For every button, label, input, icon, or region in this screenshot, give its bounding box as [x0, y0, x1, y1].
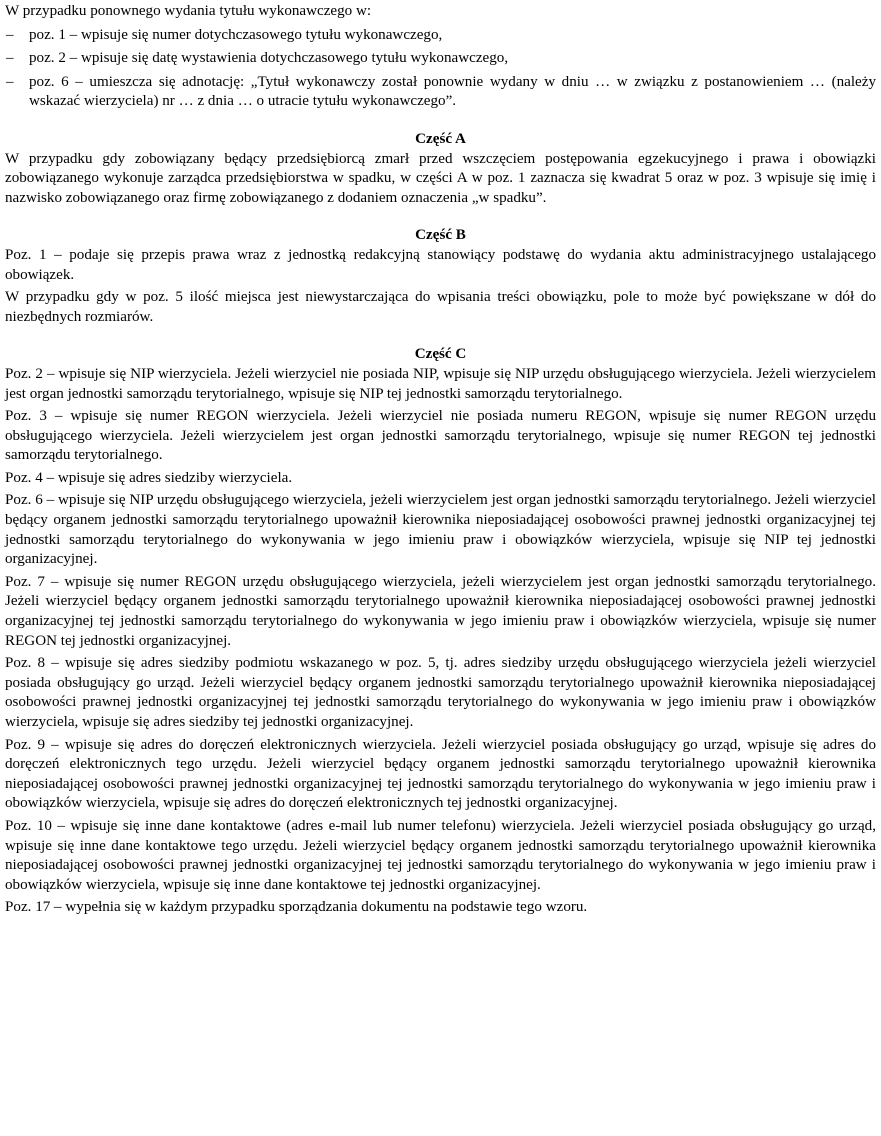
paragraph: Poz. 2 – wpisuje się NIP wierzyciela. Jeżeli wierzyciel nie posiada NIP, wpisuje się NIP urzędu obsługującego wierzyciela. Jeżeli wierzycielem jest organ jednostki samorządu terytorialnego, wpisuje się NIP tej jednostki samorządu terytorialnego.: [5, 365, 876, 402]
section-part-a: [5, 130, 876, 208]
paragraph: Poz. 6 – wpisuje się NIP urzędu obsługującego wierzyciela, jeżeli wierzycielem jest organ jednostki samorządu terytorialnego. Jeżeli wierzyciel będący organem jednostki samorządu terytorialnego upoważnił kierownika nieposiadającej osobowości prawnej jednostki organizacyjnej tej jednostki samorządu terytorialnego do wykonywania w jego imieniu praw i obowiązków wierzyciela, wpisuje się NIP tej jednostki organizacyjnej.: [5, 492, 876, 568]
paragraph: Poz. 17 – wypełnia się w każdym przypadku sporządzania dokumentu na podstawie tego wzoru.: [5, 899, 588, 916]
paragraph: Poz. 9 – wpisuje się adres do doręczeń elektronicznych wierzyciela. Jeżeli wierzyciel posiada obsługujący go urząd, wpisuje się adres do doręczeń elektronicznych tego urzędu. Jeżeli wierzyciel będący organem jednostki samorządu terytorialnego upoważnił kierownika nieposiadającej osobowości prawnej jednostki organizacyjnej tej jednostki samorządu terytorialnego do wykonywania w jego imieniu praw i obowiązków wierzyciela, wpisuje się adres do doręczeń elektronicznych tej jednostki organizacyjnej.: [5, 736, 876, 812]
paragraph: Poz. 8 – wpisuje się adres siedziby podmiotu wskazanego w poz. 5, tj. adres siedziby urzędu obsługującego wierzyciela jeżeli wierzyciel posiada obsługujący go urząd. Jeżeli wierzyciel będący organem jednostki samorządu terytorialnego upoważnił kierownika nieposiadającej osobowości prawnej jednostki organizacyjnej tej jednostki samorządu terytorialnego do wykonywania w jego imieniu praw i obowiązków wierzyciela, wpisuje się adres siedziby tej jednostki organizacyjnej.: [5, 655, 876, 730]
paragraph: W przypadku gdy w poz. 5 ilość miejsca jest niewystarczająca do wpisania treści obowiązku, pole to może być powiększane w dół do niezbędnych rozmiarów.: [5, 289, 876, 325]
section-title: Część A: [415, 130, 466, 147]
section-title: Część B: [415, 227, 466, 244]
section-part-c: [5, 345, 876, 918]
paragraph: Poz. 3 – wpisuje się numer REGON wierzyciela. Jeżeli wierzyciel nie posiada numeru REGON, wpisuje się numer REGON urzędu obsługującego wierzyciela. Jeżeli wierzycielem jest organ jednostki samorządu terytorialnego, wpisuje się numer REGON tej jednostki samorządu terytorialnego.: [5, 408, 876, 464]
intro-list-item: – poz. 6 – umieszcza się adnotację: „Tytuł wykonawczy został ponownie wydany w dniu … w związku z postanowieniem … (należy wskazać wierzyciela) nr … z dnia … o utracie tytułu wykonawczego”.: [5, 73, 876, 112]
intro-list-item: – poz. 1 – wpisuje się numer dotychczasowego tytułu wykonawczego,: [5, 26, 876, 46]
intro-list-item: – poz. 2 – wpisuje się datę wystawienia dotychczasowego tytułu wykonawczego,: [5, 49, 876, 69]
intro-list: [5, 26, 876, 112]
section-part-b: [5, 226, 876, 327]
paragraph: Poz. 7 – wpisuje się numer REGON urzędu obsługującego wierzyciela, jeżeli wierzycielem jest organ jednostki samorządu terytorialnego. Jeżeli wierzyciel będący organem jednostki samorządu terytorialnego upoważnił kierownika nieposiadającej osobowości prawnej jednostki organizacyjnej tej jednostki samorządu terytorialnego do wykonywania w jego imieniu praw i obowiązków wierzyciela, wpisuje się numer REGON tej jednostki organizacyjnej.: [5, 573, 876, 649]
intro-text: W przypadku ponownego wydania tytułu wykonawczego w:: [5, 3, 372, 19]
paragraph: Poz. 4 – wpisuje się adres siedziby wierzyciela.: [5, 469, 293, 486]
section-title: Część C: [414, 346, 467, 363]
paragraph: W przypadku gdy zobowiązany będący przedsiębiorcą zmarł przed wszczęciem postępowania egzekucyjnego i prawa i obowiązki zobowiązanego wykonuje zarządca przedsiębiorstwa w spadku, w części A w poz. 1 zaznacza się kwadrat 5 oraz w poz. 3 wpisuje się imię i nazwisko zobowiązanego oraz firmę zobowiązanego z dodaniem oznaczenia „w spadku”.: [5, 150, 876, 206]
paragraph: Poz. 1 – podaje się przepis prawa wraz z jednostką redakcyjną stanowiący podstawę do wydania aktu administracyjnego ustalającego obowiązek.: [5, 246, 876, 283]
paragraph: Poz. 10 – wpisuje się inne dane kontaktowe (adres e-mail lub numer telefonu) wierzyciela. Jeżeli wierzyciel posiada obsługujący go urząd, wpisuje się inne dane kontaktowe tego urzędu. Jeżeli wierzyciel będący organem jednostki samorządu terytorialnego upoważnił kierownika nieposiadającej osobowości prawnej jednostki organizacyjnej tej jednostki samorządu terytorialnego do wykonywania w jego imieniu praw i obowiązków wierzyciela, wpisuje się inne dane kontaktowe tej jednostki organizacyjnej.: [5, 817, 876, 893]
